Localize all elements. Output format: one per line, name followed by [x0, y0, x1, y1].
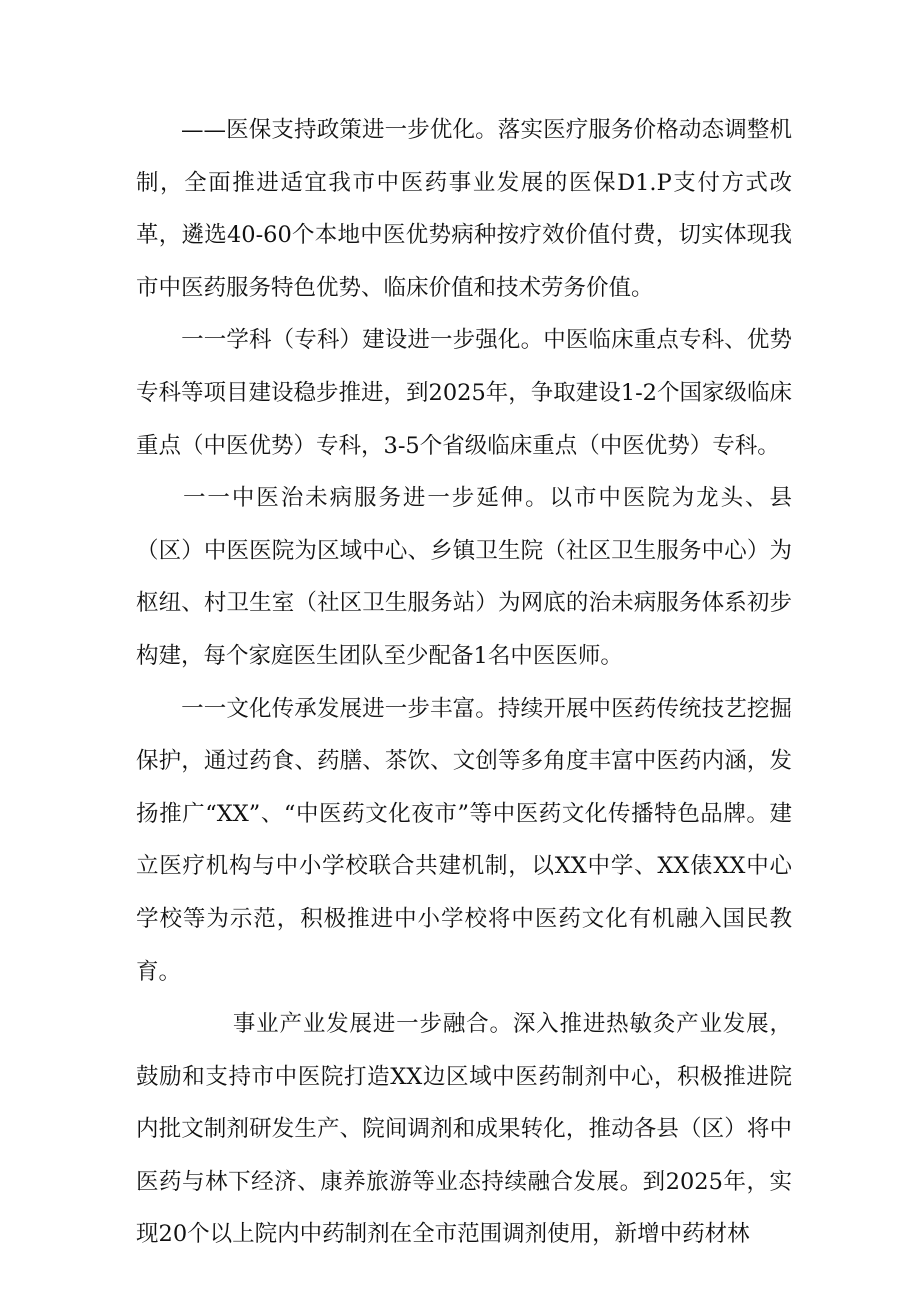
paragraph-text: 一一中医治未病服务进一步延伸。以市中医院为龙头、县（区）中医医院为区域中心、乡镇卫生院（社区卫生服务中心）为枢纽、村卫生室（社区卫生服务站）为网底的治未病服务体系初步构建，每个家庭医生团队至少配备1名中医医师。 [136, 485, 792, 669]
document-body [136, 104, 792, 1261]
paragraph-text: 事业产业发展进一步融合。深入推进热敏灸产业发展，鼓励和支持市中医院打造XX边区域中医药制剂中心，积极推进院内批文制剂研发生产、院间调剂和成果转化，推动各县（区）将中医药与林下经济、康养旅游等业态持续融合发展。到2025年，实现20个以上院内中药制剂在全市范围调剂使用，新增中药材林 [136, 1011, 792, 1248]
paragraph-text: 一一学科（专科）建设进一步强化。中医临床重点专科、优势专科等项目建设稳步推进，到2025年，争取建设1-2个国家级临床重点（中医优势）专科，3-5个省级临床重点（中医优势）专科。 [136, 327, 792, 459]
paragraph-text: 一一文化传承发展进一步丰富。持续开展中医药传统技艺挖掘保护，通过药食、药膳、茶饮、文创等多角度丰富中医药内涵，发扬推广“XX”、“中医药文化夜市”等中医药文化传播特色品牌。建立医疗机构与中小学校联合共建机制，以XX中学、XX俵XX中心学校等为示范，积极推进中小学校将中医药文化有机融入国民教育。 [136, 695, 792, 985]
paragraph-culture [136, 683, 792, 999]
paragraph-medical-insurance [136, 104, 792, 314]
paragraph-text: ——医保支持政策进一步优化。落实医疗服务价格动态调整机制，全面推进适宜我市中医药事业发展的医保D1.P支付方式改革，遴选40-60个本地中医优势病种按疗效价值付费，切实体现我市中医药服务特色优势、临床价值和技术劳务价值。 [136, 117, 792, 301]
paragraph-industry [136, 998, 792, 1261]
paragraph-preventive-care [136, 472, 792, 682]
paragraph-discipline [136, 314, 792, 472]
